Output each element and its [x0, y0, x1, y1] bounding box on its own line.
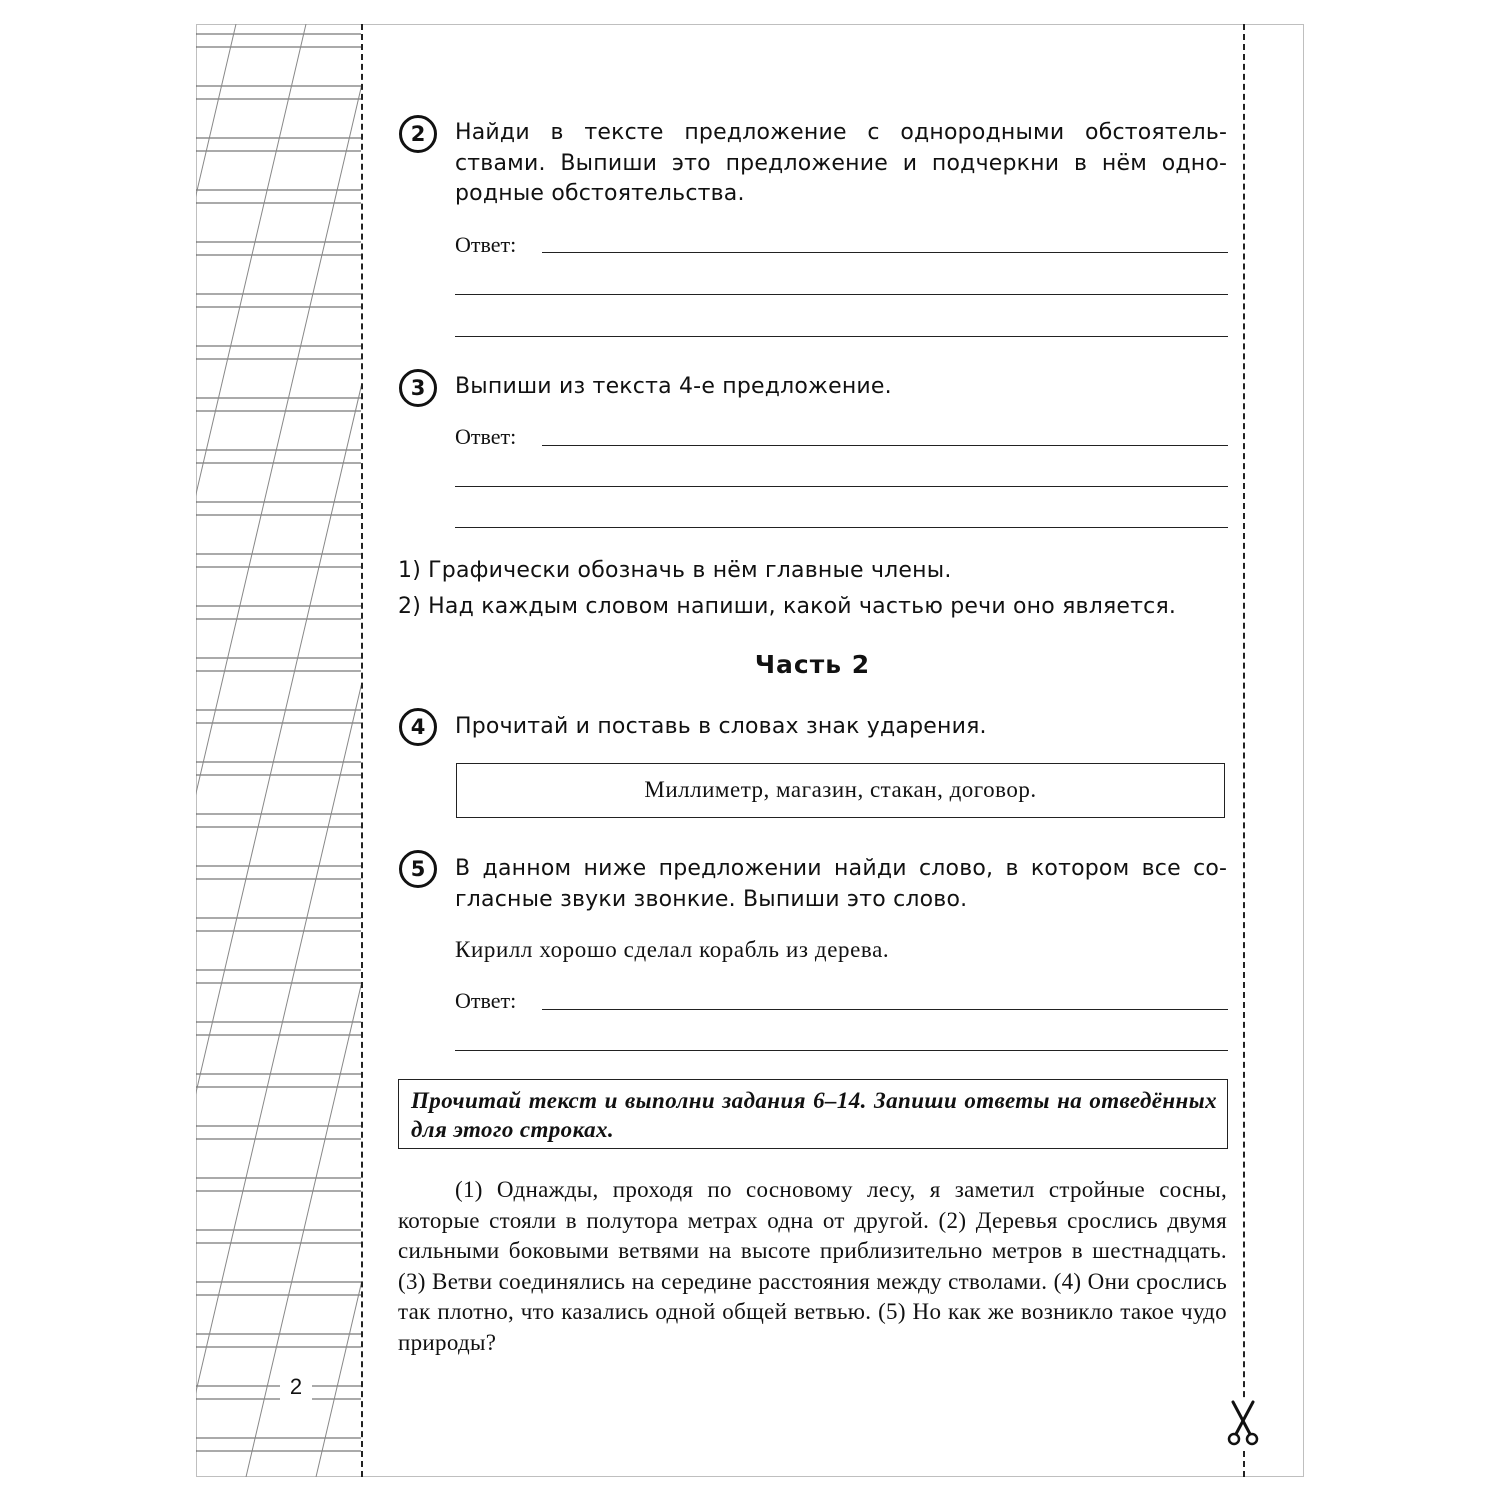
task-5-answer-label: Ответ: [455, 988, 517, 1013]
task-4-text: Прочитай и поставь в словах знак ударения. [455, 714, 987, 739]
handwriting-margin [196, 24, 361, 1477]
task-2-answer-line[interactable] [542, 252, 1228, 253]
task-4-number: 4 [399, 708, 437, 746]
page-number: 2 [280, 1374, 312, 1400]
right-cut-line [1243, 24, 1245, 1477]
left-cut-line [361, 24, 363, 1477]
instruction-box: Прочитай текст и выполни задания 6–14. Запиши ответы на отведённых для этого строках. [398, 1079, 1228, 1149]
task-3-text: Выпиши из текста 4-е предложение. [455, 374, 892, 399]
task-2-text: Найди в тексте предложение с однородными обстоятельствами. Выпиши это предложение и подчеркни в нём однородные обстоятельства. [455, 120, 1227, 206]
task-2-answer-line[interactable] [455, 294, 1228, 295]
task-5-answer-line[interactable] [542, 1009, 1228, 1010]
reading-text: (1) Однажды, проходя по сосновому лесу, я заметил стройные сосны, которые стояли в полутора метрах одна от другой. (2) Деревья срослись двумя сильными боковыми ветвями на высоте приблизительно метров в шестнадцать. (3) Ветви соединялись на середине расстояния между стволами. (4) Они срослись так плотно, что казались одной общей ветвью. (5) Но как же возникло такое чудо природы? [398, 1177, 1227, 1355]
task-3-answer-label: Ответ: [455, 424, 517, 449]
task-3-answer-line[interactable] [455, 527, 1228, 528]
task-3-answer-line[interactable] [455, 486, 1228, 487]
task-2-answer-label: Ответ: [455, 232, 517, 257]
task-5-text: В данном ниже предложении найди слово, в котором все согласные звуки звонкие. Выпиши это слово. [455, 856, 1227, 912]
task-5-sentence: Кирилл хорошо сделал корабль из дерева. [455, 937, 890, 962]
task-5-answer-line[interactable] [455, 1050, 1228, 1051]
task-2-number: 2 [399, 115, 437, 153]
task-4-word-box: Миллиметр, магазин, стакан, договор. [456, 763, 1225, 818]
section-title: Часть 2 [754, 650, 871, 679]
scissors-icon [1226, 1400, 1260, 1448]
task-3-subtask-1: 1) Графически обозначь в нём главные члены. [398, 558, 952, 583]
task-5-number: 5 [399, 850, 437, 888]
task-3-subtask-2: 2) Над каждым словом напиши, какой частью речи оно является. [398, 594, 1177, 619]
task-3-number: 3 [399, 369, 437, 407]
task-3-answer-line[interactable] [542, 445, 1228, 446]
task-2-answer-line[interactable] [455, 336, 1228, 337]
